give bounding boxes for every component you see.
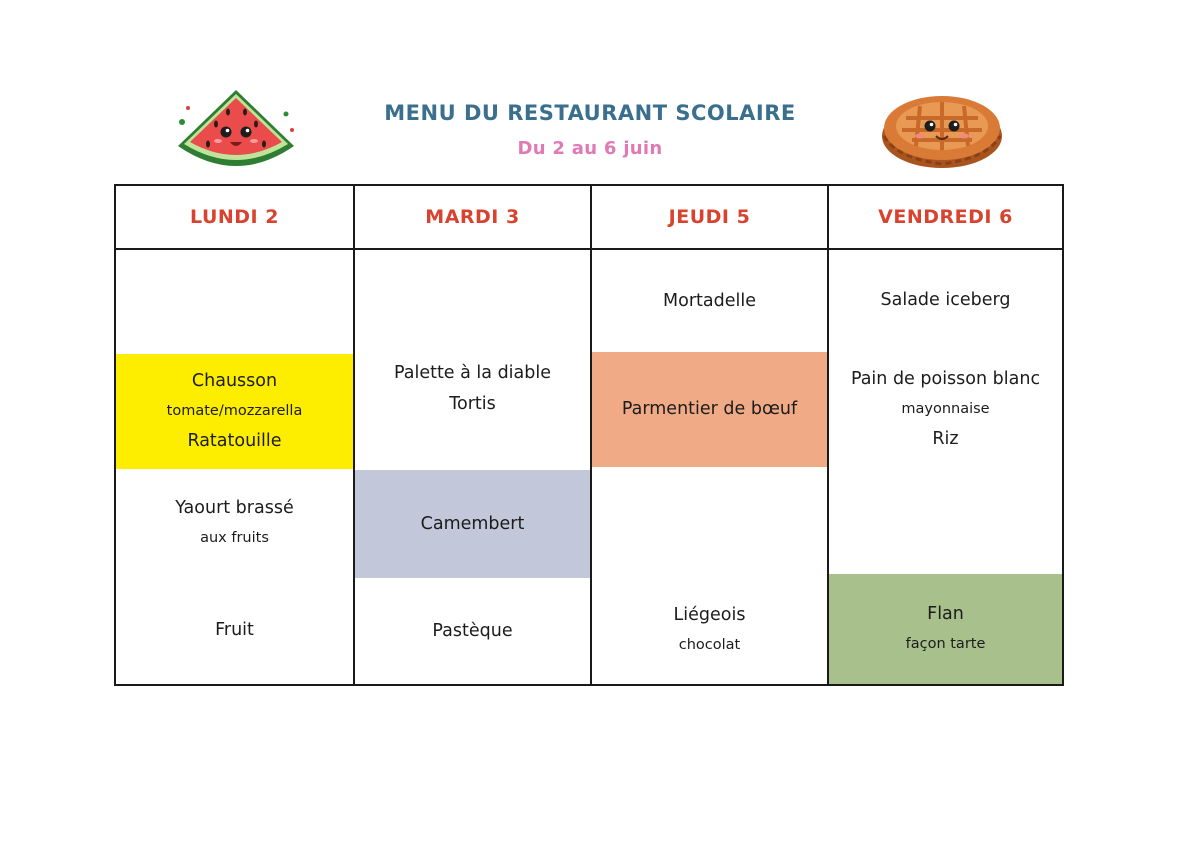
menu-cell-dairy bbox=[592, 467, 827, 575]
dish-name: Yaourt brassé bbox=[175, 498, 294, 518]
day-column-tuesday bbox=[353, 186, 590, 684]
dish-detail: façon tarte bbox=[905, 636, 986, 652]
menu-cell-main bbox=[355, 250, 590, 470]
dish-side: Ratatouille bbox=[187, 431, 282, 451]
menu-cell-starter bbox=[592, 250, 827, 352]
menu-cell-dessert bbox=[592, 575, 827, 684]
day-column-friday bbox=[827, 186, 1062, 684]
menu-table bbox=[114, 184, 1064, 686]
dish-name: Chausson bbox=[191, 371, 278, 391]
dish-detail: mayonnaise bbox=[901, 401, 990, 417]
dish-name: Flan bbox=[927, 604, 964, 624]
day-column-monday bbox=[116, 186, 353, 684]
pie-icon bbox=[876, 84, 1008, 176]
menu-cell-starter bbox=[829, 250, 1062, 350]
dish-detail: tomate/mozzarella bbox=[166, 403, 303, 419]
dish-name: Mortadelle bbox=[663, 290, 756, 311]
dish-name: Pain de poisson blanc bbox=[850, 369, 1041, 389]
dish-name: Salade iceberg bbox=[880, 289, 1011, 310]
dish-name: Liégeois bbox=[673, 604, 746, 625]
menu-cell-main bbox=[116, 354, 353, 469]
day-header: LUNDI 2 bbox=[116, 186, 353, 250]
dish-detail: aux fruits bbox=[200, 530, 269, 546]
date-range: Du 2 au 6 juin bbox=[517, 138, 663, 159]
watermelon-slice-icon bbox=[168, 84, 304, 180]
page-title: MENU DU RESTAURANT SCOLAIRE bbox=[384, 101, 796, 125]
menu-cell-main bbox=[829, 350, 1062, 470]
dish-name: Pastèque bbox=[432, 620, 513, 641]
dish-name: Camembert bbox=[420, 513, 525, 534]
day-header: VENDREDI 6 bbox=[829, 186, 1062, 250]
menu-cell-dairy bbox=[355, 470, 590, 578]
menu-cell-dessert bbox=[829, 574, 1062, 684]
dish-side: Tortis bbox=[449, 394, 496, 414]
menu-cell-starter bbox=[116, 250, 353, 354]
menu-cell-dessert bbox=[355, 578, 590, 684]
day-header: JEUDI 5 bbox=[592, 186, 827, 250]
dish-name: Parmentier de bœuf bbox=[621, 399, 798, 419]
dish-name: Fruit bbox=[215, 620, 254, 640]
dish-name: Palette à la diable bbox=[393, 363, 552, 383]
dish-side: Riz bbox=[932, 429, 959, 449]
day-column-thursday bbox=[590, 186, 827, 684]
day-header: MARDI 3 bbox=[355, 186, 590, 250]
menu-cell-dairy bbox=[116, 469, 353, 577]
dish-detail: chocolat bbox=[678, 636, 741, 653]
menu-cell-dairy bbox=[829, 470, 1062, 574]
menu-cell-main bbox=[592, 352, 827, 467]
menu-cell-dessert bbox=[116, 577, 353, 684]
